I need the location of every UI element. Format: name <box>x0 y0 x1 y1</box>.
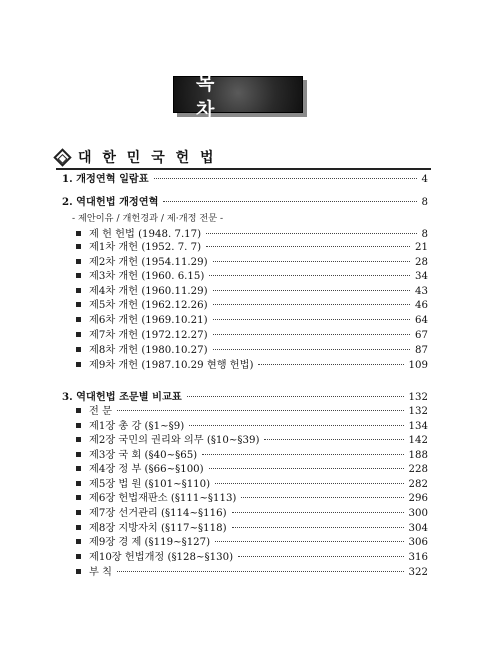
dot-leader <box>202 454 403 455</box>
square-bullet-icon <box>76 259 81 264</box>
dot-leader <box>241 497 403 498</box>
toc-subentry-label: 제5장 법 원 (§101~§110) <box>89 479 211 490</box>
title-plate <box>173 71 303 121</box>
page-title: 목 차 <box>196 71 237 121</box>
dot-leader <box>163 201 416 202</box>
toc-subentry[interactable] <box>76 522 428 536</box>
square-bullet-icon <box>76 466 81 471</box>
toc-subentry-page: 34 <box>415 271 428 282</box>
toc-entry-page: 4 <box>421 174 428 185</box>
toc-subentry-page: 21 <box>415 242 428 253</box>
dot-leader <box>215 541 403 542</box>
toc-subentry-label: 전 문 <box>89 406 112 417</box>
toc-subentry[interactable] <box>76 270 428 284</box>
toc-entry-2-note: - 제안이유 / 개헌경과 / 제·개정 전문 - <box>72 213 224 224</box>
toc-subentry-page: 282 <box>408 479 428 490</box>
toc-subentry-label: 제 헌 헌법 (1948. 7.17) <box>89 229 202 240</box>
toc-subentry[interactable] <box>76 463 428 477</box>
square-bullet-icon <box>76 347 81 352</box>
toc-subentry-page: 304 <box>408 523 428 534</box>
toc-subentry[interactable] <box>76 420 428 434</box>
square-bullet-icon <box>76 481 81 486</box>
dot-leader <box>209 468 404 469</box>
toc-subentry-page: 306 <box>408 537 428 548</box>
toc-subentry[interactable] <box>76 536 428 550</box>
dot-leader <box>264 439 403 440</box>
dot-leader <box>213 304 410 305</box>
section-divider <box>56 168 431 170</box>
square-bullet-icon <box>76 452 81 457</box>
toc-subentry[interactable] <box>76 299 428 313</box>
toc-subentry-page: 28 <box>415 257 428 268</box>
toc-subentry[interactable] <box>76 551 428 565</box>
dot-leader <box>117 410 404 411</box>
toc-subentry[interactable] <box>76 314 428 328</box>
toc-subentry-page: 296 <box>408 493 428 504</box>
square-bullet-icon <box>76 495 81 500</box>
square-bullet-icon <box>76 288 81 293</box>
toc-entry-label: 3. 역대헌법 조문별 비교표 <box>62 391 182 403</box>
toc-subentry-label: 제9장 경 제 (§119~§127) <box>89 537 211 548</box>
toc-subentry[interactable] <box>76 329 428 343</box>
toc-subentry-page: 8 <box>421 229 428 240</box>
square-bullet-icon <box>76 510 81 515</box>
toc-subentry[interactable] <box>76 492 428 506</box>
toc-subentry[interactable] <box>76 434 428 448</box>
toc-subentry[interactable] <box>76 344 428 358</box>
toc-subentry-label: 제3장 국 회 (§40~§65) <box>89 450 198 461</box>
toc-subentry-label: 제6장 헌법재판소 (§111~§113) <box>89 493 237 504</box>
square-bullet-icon <box>76 423 81 428</box>
section-heading <box>56 147 217 167</box>
toc-entry-1[interactable] <box>62 172 428 186</box>
dot-leader <box>213 349 410 350</box>
toc-subentry-label: 제3차 개헌 (1960. 6.15) <box>89 271 205 282</box>
toc-subentry-label: 제1차 개헌 (1952. 7. 7) <box>89 242 202 253</box>
square-bullet-icon <box>76 273 81 278</box>
toc-subentry-label: 제8장 지방자치 (§117~§118) <box>89 523 227 534</box>
toc-entry-3[interactable] <box>62 390 428 404</box>
toc-subentry[interactable] <box>76 285 428 299</box>
toc-subentry-page: 300 <box>408 508 428 519</box>
dot-leader <box>238 556 403 557</box>
toc-subentry-page: 132 <box>408 406 428 417</box>
toc-subentry-label: 제7차 개헌 (1972.12.27) <box>89 330 208 341</box>
square-bullet-icon <box>76 408 81 413</box>
toc-subentry-page: 43 <box>415 286 428 297</box>
diamond-bullet-icon <box>53 148 71 166</box>
dot-leader <box>213 334 410 335</box>
toc-subentry-page: 134 <box>408 421 428 432</box>
toc-entry-label: 1. 개정연혁 일람표 <box>62 173 149 185</box>
toc-subentry-label: 제10장 헌법개정 (§128~§130) <box>89 552 234 563</box>
toc-subentry-label: 제7장 선거관리 (§114~§116) <box>89 508 227 519</box>
toc-subentry-page: 228 <box>408 464 428 475</box>
square-bullet-icon <box>76 317 81 322</box>
dot-leader <box>232 527 404 528</box>
toc-subentry-page: 46 <box>415 300 428 311</box>
toc-subentry[interactable] <box>76 566 428 580</box>
dot-leader <box>213 319 410 320</box>
toc-subentry[interactable] <box>76 478 428 492</box>
toc-subentry[interactable] <box>76 449 428 463</box>
toc-subentry-page: 142 <box>408 435 428 446</box>
square-bullet-icon <box>76 525 81 530</box>
section-title: 대 한 민 국 헌 법 <box>78 150 217 166</box>
dot-leader <box>117 571 404 572</box>
dot-leader <box>258 364 403 365</box>
dot-leader <box>206 246 410 247</box>
toc-subentry[interactable] <box>76 405 428 419</box>
toc-entry-page: 8 <box>421 197 428 208</box>
toc-subentry-label: 부 칙 <box>89 567 112 578</box>
toc-subentry-label: 제6차 개헌 (1969.10.21) <box>89 315 208 326</box>
dot-leader <box>213 261 410 262</box>
toc-entry-2[interactable] <box>62 195 428 209</box>
dot-leader <box>154 178 417 179</box>
toc-subentry-page: 322 <box>408 567 428 578</box>
square-bullet-icon <box>76 569 81 574</box>
toc-subentry[interactable] <box>76 228 428 242</box>
square-bullet-icon <box>76 539 81 544</box>
square-bullet-icon <box>76 244 81 249</box>
square-bullet-icon <box>76 231 81 236</box>
square-bullet-icon <box>76 437 81 442</box>
toc-subentry-page: 87 <box>415 345 428 356</box>
toc-title-box <box>173 71 307 121</box>
dot-leader <box>206 233 416 234</box>
toc-subentry-label: 제4장 정 부 (§66~§100) <box>89 464 204 475</box>
toc-subentry-label: 제2장 국민의 권리와 의무 (§10~§39) <box>89 435 260 446</box>
toc-subentry-page: 109 <box>408 360 428 371</box>
toc-subentry-label: 제1장 총 강 (§1~§9) <box>89 421 185 432</box>
toc-subentry[interactable] <box>76 507 428 521</box>
toc-subentry[interactable] <box>76 241 428 255</box>
toc-subentry[interactable] <box>76 256 428 270</box>
toc-subentry-label: 제8차 개헌 (1980.10.27) <box>89 345 208 356</box>
toc-subentry[interactable] <box>76 359 428 373</box>
toc-subentry-label: 제9차 개헌 (1987.10.29 현행 헌법) <box>89 360 254 371</box>
toc-entry-page: 132 <box>408 392 428 403</box>
square-bullet-icon <box>76 332 81 337</box>
square-bullet-icon <box>76 362 81 367</box>
toc-subentry-label: 제5차 개헌 (1962.12.26) <box>89 300 208 311</box>
dot-leader <box>187 396 404 397</box>
toc-subentry-page: 64 <box>415 315 428 326</box>
toc-entry-label: 2. 역대헌법 개정연혁 <box>62 196 159 208</box>
toc-subentry-label: 제4차 개헌 (1960.11.29) <box>89 286 208 297</box>
toc-subentry-page: 67 <box>415 330 428 341</box>
dot-leader <box>189 425 403 426</box>
toc-subentry-page: 316 <box>408 552 428 563</box>
dot-leader <box>209 275 410 276</box>
square-bullet-icon <box>76 554 81 559</box>
square-bullet-icon <box>76 302 81 307</box>
toc-subentry-label: 제2차 개헌 (1954.11.29) <box>89 257 208 268</box>
dot-leader <box>215 483 403 484</box>
dot-leader <box>232 512 404 513</box>
toc-subentry-page: 188 <box>408 450 428 461</box>
dot-leader <box>213 290 410 291</box>
